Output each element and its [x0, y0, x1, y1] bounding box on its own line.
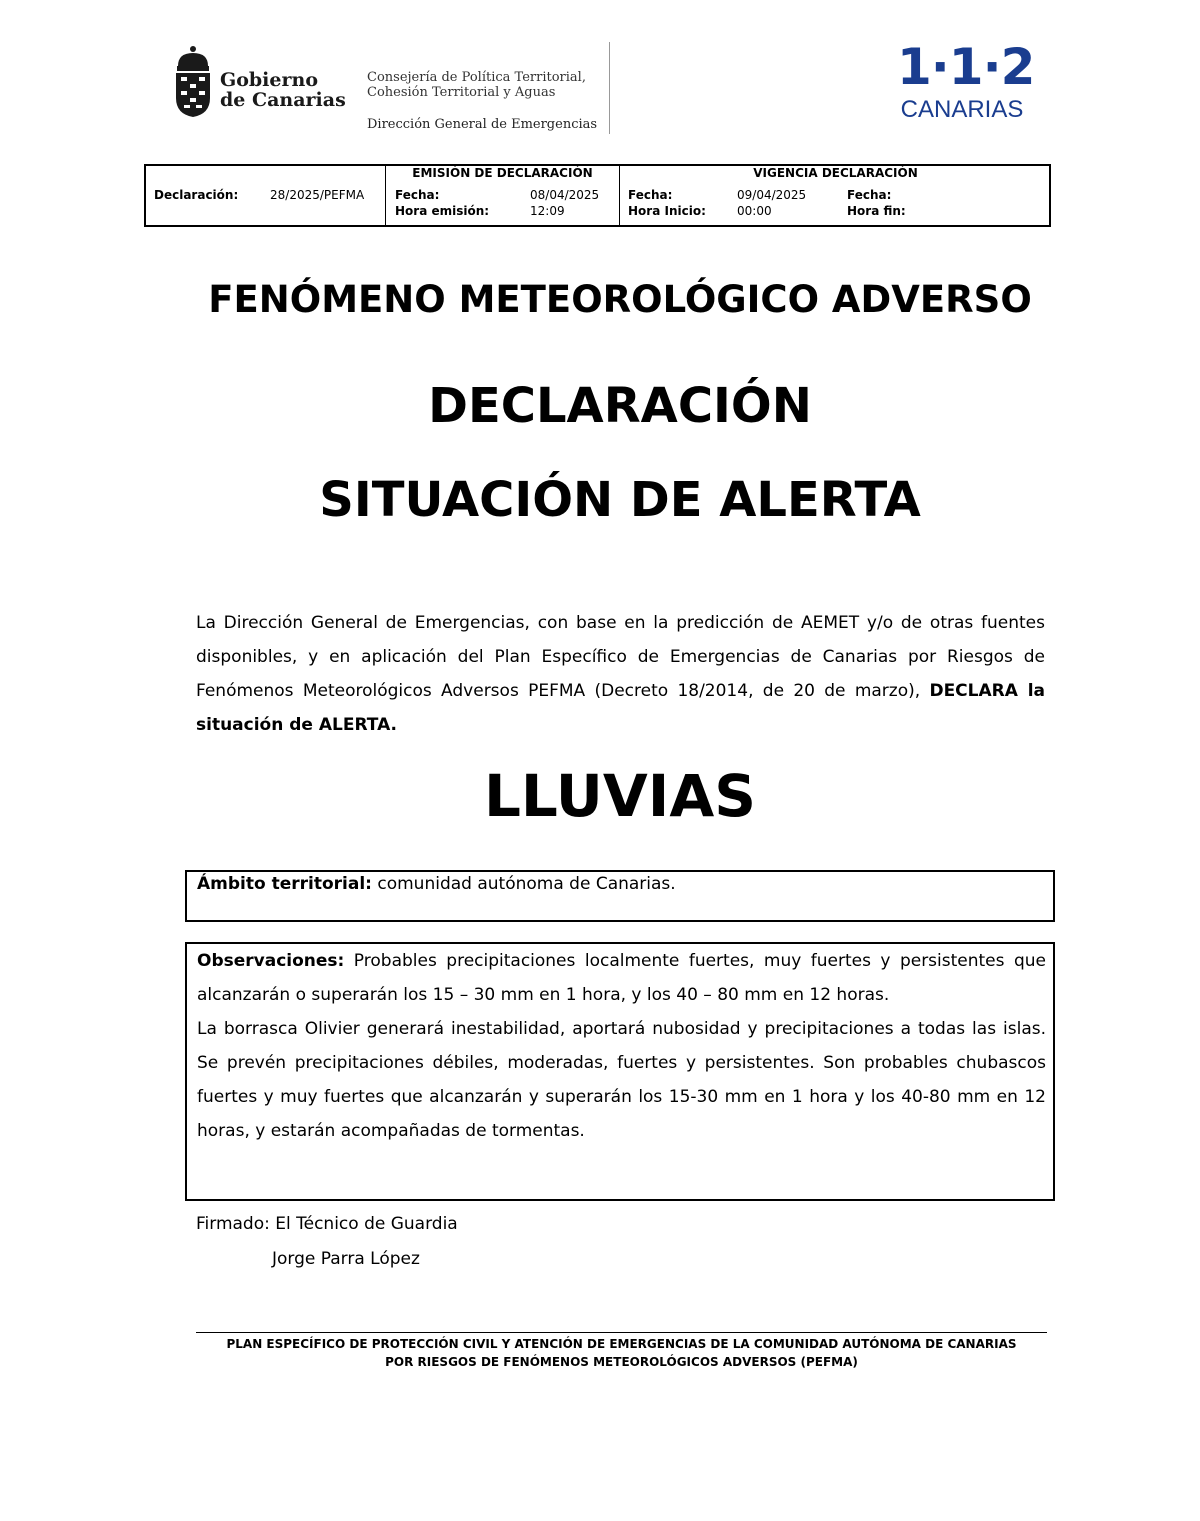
emision-fecha-value: 08/04/2025	[530, 188, 600, 202]
firmante-name: Jorge Parra López	[272, 1249, 420, 1269]
ambito-box	[185, 870, 1055, 922]
intro-text: La Dirección General de Emergencias, con base en la predicción de AEMET y/o de otras fuentes disponibles, y en aplicación del Plan Específico de Emergencias de Canarias por Riesgos de Fenómenos Meteorológicos Adversos PEFMA (Decreto 18/2014, de 20 de marzo),	[196, 613, 1045, 701]
footer-line1: PLAN ESPECÍFICO DE PROTECCIÓN CIVIL Y ATENCIÓN DE EMERGENCIAS DE LA COMUNIDAD AUTÓNOMA DE CANARIAS	[226, 1337, 1017, 1351]
ambito-text	[197, 874, 676, 894]
intro-paragraph	[196, 606, 1045, 742]
direccion-general: Dirección General de Emergencias	[367, 117, 598, 132]
observaciones-line1	[197, 944, 1046, 1012]
vigencia-fecha-fin-label: Fecha:	[847, 188, 892, 202]
vigencia-inicio-value: 00:00	[737, 204, 772, 218]
consejeria	[367, 70, 586, 100]
phenomenon-title: LLUVIAS	[483, 762, 757, 830]
vigencia-hora-fin-label: Hora fin:	[847, 204, 906, 218]
firmado-text: Firmado: El Técnico de Guardia	[196, 1214, 458, 1234]
declaration-info-table	[144, 164, 1051, 227]
title-situacion-alerta: SITUACIÓN DE ALERTA	[319, 472, 921, 528]
emision-hora-value: 12:09	[530, 204, 565, 218]
observaciones-line2: La borrasca Olivier generará inestabilidad, aportará nubosidad y precipitaciones a todas las islas. Se prevén precipitaciones débiles, moderadas, fuertes y persistentes. Son probables chubascos fuertes y muy fuertes que alcanzarán y superarán los 15-30 mm en 1 hora y los 40-80 mm en 12 horas, y estarán acompañadas de tormentas.	[197, 1019, 1046, 1141]
emision-hora-label: Hora emisión:	[395, 204, 490, 218]
vigencia-fecha-value: 09/04/2025	[737, 188, 807, 202]
logo-112-text: CANARIAS	[900, 96, 1024, 123]
title-fenomeno: FENÓMENO METEOROLÓGICO ADVERSO	[208, 278, 1032, 321]
ambito-value: comunidad autónoma de Canarias.	[371, 874, 676, 894]
title-declaracion: DECLARACIÓN	[428, 378, 812, 434]
coat-of-arms-icon	[172, 44, 214, 118]
declaracion-value: 28/2025/PEFMA	[270, 188, 365, 202]
declaracion-label: Declaración:	[154, 188, 239, 202]
logo-112-number: 1·1·2	[897, 38, 1035, 96]
footer-rule	[196, 1332, 1047, 1333]
footer-line2: POR RIESGOS DE FENÓMENOS METEOROLÓGICOS ADVERSOS (PEFMA)	[385, 1355, 858, 1369]
gobierno-line2: de Canarias	[220, 89, 346, 111]
gobierno-logo	[172, 42, 612, 137]
vigencia-inicio-label: Hora Inicio:	[628, 204, 706, 218]
emision-fecha-label: Fecha:	[395, 188, 440, 202]
observaciones-box	[185, 942, 1055, 1201]
header-divider	[609, 42, 610, 134]
vigencia-fecha-label: Fecha:	[628, 188, 673, 202]
gobierno-name	[220, 70, 346, 110]
consejeria-line2: Cohesión Territorial y Aguas	[367, 85, 556, 100]
intro-bold: DECLARA la situación de ALERTA.	[196, 681, 1046, 735]
vigencia-header: VIGENCIA DECLARACIÓN	[753, 166, 918, 180]
consejeria-line1: Consejería de Política Territorial,	[367, 70, 586, 85]
ambito-label: Ámbito territorial:	[197, 874, 372, 894]
observaciones-line1-text: Probables precipitaciones localmente fuertes, muy fuertes y persistentes que alcanzarán o superarán los 15 – 30 mm en 1 hora, y los 40 – 80 mm en 12 horas.	[197, 951, 1046, 1005]
gobierno-line1: Gobierno	[220, 69, 318, 91]
observaciones-text	[197, 944, 1046, 1148]
logo-112	[897, 38, 1035, 126]
observaciones-label: Observaciones:	[197, 951, 345, 971]
emision-header: EMISIÓN DE DECLARACIÓN	[412, 166, 593, 180]
